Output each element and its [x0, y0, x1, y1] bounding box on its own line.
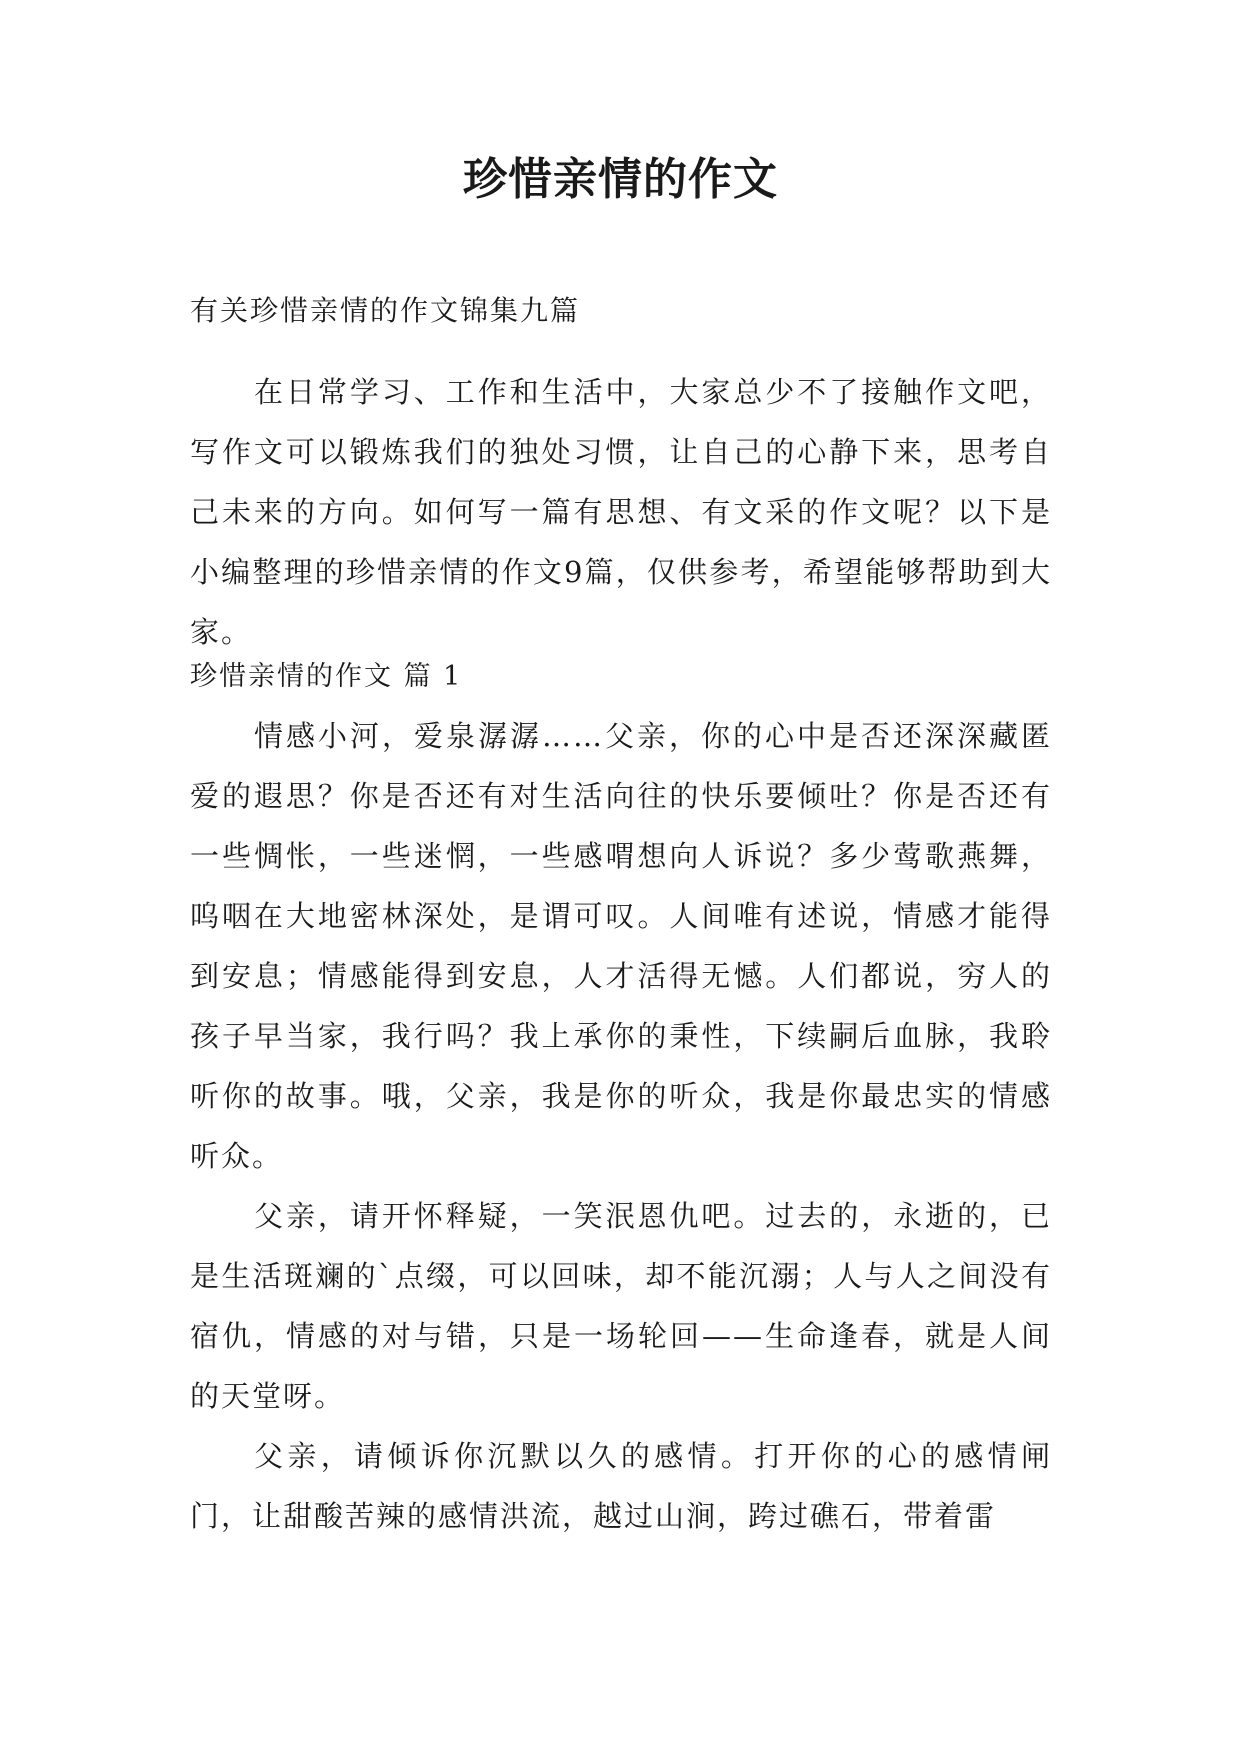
document-subtitle: 有关珍惜亲情的作文锦集九篇 — [190, 294, 581, 327]
intro-block — [190, 362, 1052, 662]
section-heading: 珍惜亲情的作文 篇 1 — [190, 661, 463, 692]
body-paragraph-3: 父亲，请倾诉你沉默以久的感情。打开你的心的感情闸门，让甜酸苦辣的感情洪流，越过山涧，跨过礁石，带着雷 — [190, 1439, 1052, 1533]
intro-paragraph: 在日常学习、工作和生活中，大家总少不了接触作文吧，写作文可以锻炼我们的独处习惯，让自己的心静下来，思考自己未来的方向。如何写一篇有思想、有文采的作文呢？以下是小编整理的珍惜亲情的作文9篇，仅供参考，希望能够帮助到大家。 — [190, 375, 1052, 649]
body-paragraph-1: 情感小河，爱泉潺潺……父亲，你的心中是否还深深藏匿爱的遐思？你是否还有对生活向往的快乐要倾吐？你是否还有一些惆怅，一些迷惘，一些感喟想向人诉说？多少莺歌燕舞，呜咽在大地密林深处，是谓可叹。人间唯有述说，情感才能得到安息；情感能得到安息，人才活得无憾。人们都说，穷人的孩子早当家，我行吗？我上承你的秉性，下续嗣后血脉，我聆听你的故事。哦，父亲，我是你的听众，我是你最忠实的情感听众。 — [190, 719, 1052, 1173]
document-title: 珍惜亲情的作文 — [463, 154, 778, 205]
body-paragraph-2: 父亲，请开怀释疑，一笑泯恩仇吧。过去的，永逝的，已是生活斑斓的`点缀，可以回味，却不能沉溺；人与人之间没有宿仇，情感的对与错，只是一场轮回——生命逢春，就是人间的天堂呀。 — [190, 1199, 1052, 1413]
section-block — [190, 652, 1052, 1546]
